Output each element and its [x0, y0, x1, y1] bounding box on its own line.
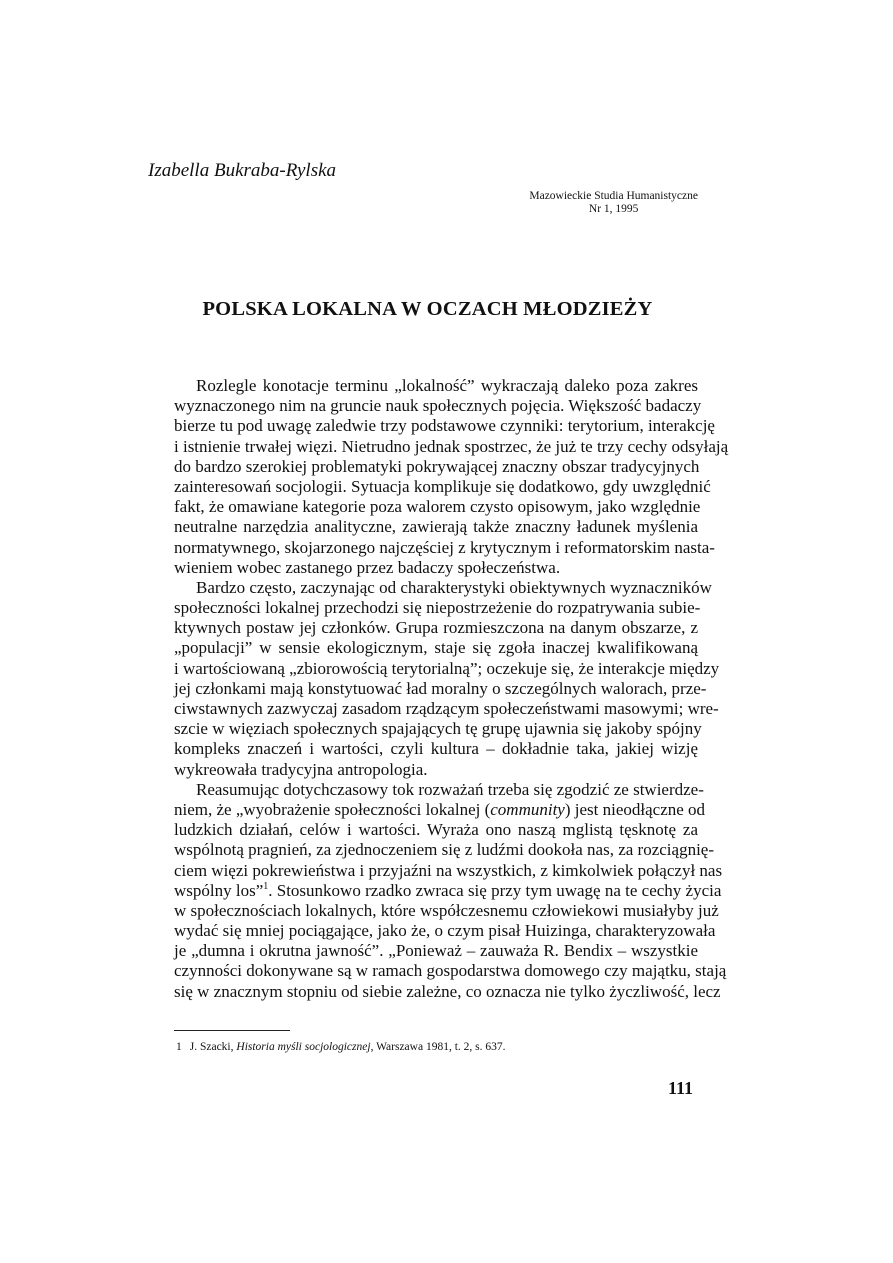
- text-segment: wieniem wobec zastanego przez badaczy społeczeństwa.: [174, 557, 561, 577]
- footnote-author: J. Szacki,: [189, 1041, 237, 1053]
- text-line: [174, 598, 701, 618]
- text-segment: je „dumna i okrutna jawność”. „Ponieważ – zauważa R. Bendix – wszystkie: [174, 941, 698, 961]
- text-segment: ludzkich działań, celów i wartości. Wyraża ono naszą mglistą tęsknotę za: [174, 820, 698, 840]
- text-line: [174, 739, 698, 759]
- text-segment: fakt, że omawiane kategorie poza walorem czysto opisowym, jako względnie: [174, 497, 701, 517]
- text-line: [174, 376, 698, 396]
- page-number: 111: [668, 1078, 694, 1098]
- text-line: [174, 921, 716, 941]
- text-line: [174, 840, 715, 860]
- text-line: [174, 799, 706, 820]
- paragraph: [174, 376, 729, 578]
- text-segment: neutralne narzędzia analityczne, zawierają także znaczny ładunek myślenia: [174, 517, 698, 537]
- journal-info: [529, 190, 698, 216]
- text-line: [174, 396, 702, 416]
- text-line: [174, 416, 715, 436]
- text-line: [174, 981, 721, 1002]
- text-segment: ktywnych postaw jej członków. Grupa rozmieszczona na danym obszarze, z: [174, 618, 698, 638]
- text-segment: kompleks znaczeń i wartości, czyli kultura – dokładnie taka, jakiej wizję: [174, 739, 698, 759]
- text-segment: jej członkami mają konstytuować ład moralny o szczególnych walorach, prze-: [174, 678, 707, 698]
- text-line: [174, 900, 719, 921]
- text-segment: w społecznościach lokalnych, które współczesnemu człowiekowi musiałyby już: [174, 900, 719, 920]
- text-line: [174, 860, 723, 881]
- paragraph: [174, 577, 720, 780]
- text-segment: normatywnego, skojarzonego najczęściej z krytycznym i reformatorskim nasta-: [174, 537, 715, 557]
- text-segment: wspólnotą pragnień, za zjednoczeniem się z ludźmi dookoła nas, za rozciągnię-: [174, 840, 715, 860]
- text-segment: wydać się mniej pociągające, jako że, o czym pisał Huizinga, charakteryzowała: [174, 921, 716, 941]
- text-segment: społeczności lokalnej przechodzi się niepostrzeżenie do rozpatrywania subie-: [174, 598, 701, 618]
- text-segment: bierze tu pod uwagę zaledwie trzy podstawowe czynniki: terytorium, interakcję: [174, 416, 715, 436]
- text-line: [174, 941, 698, 961]
- text-line: [174, 699, 719, 719]
- text-segment: Bardzo często, zaczynając od charakterystyki obiektywnych wyznaczników: [196, 577, 712, 597]
- text-segment: szcie w więziach społecznych spajających tę grupę ujawnia się jakoby spójny: [174, 719, 702, 739]
- text-segment: wykreowała tradycyjna antropologia.: [174, 759, 428, 779]
- text-line: [174, 961, 727, 981]
- footnote-book-title: Historia myśli socjologicznej: [236, 1041, 371, 1053]
- text-line: [174, 497, 701, 517]
- text-segment: zainteresowań socjologii. Sytuacja komplikuje się dodatkowo, gdy uwzględnić: [174, 476, 711, 496]
- text-line: [174, 517, 698, 537]
- italic-term: community: [490, 799, 565, 819]
- text-line: [174, 618, 698, 638]
- text-segment: Reasumując dotychczasowy tok rozważań trzeba się zgodzić ze stwierdze-: [196, 779, 704, 799]
- footnote-divider: [174, 1030, 290, 1031]
- text-segment: i wartościowaną „zbiorowością terytorialną”; oczekuje się, że interakcje między: [174, 658, 720, 678]
- paragraph: [174, 779, 727, 1002]
- text-segment: niem, że „wyobrażenie społeczności lokalnej (: [174, 799, 491, 819]
- text-segment: do bardzo szerokiej problematyki pokrywającej znaczny obszar tradycyjnych: [174, 456, 700, 476]
- text-line: [174, 760, 698, 780]
- journal-issue: Nr 1, 1995: [588, 203, 639, 215]
- article-title: POLSKA LOKALNA W OCZACH MŁODZIEŻY: [202, 298, 653, 320]
- text-segment: się w znacznym stopniu od siebie zależne, co oznacza nie tylko życzliwość, lecz: [174, 981, 721, 1001]
- text-line: [174, 638, 698, 658]
- text-line: [174, 558, 698, 578]
- text-segment: wspólny los”: [174, 880, 264, 900]
- text-line: [174, 476, 711, 497]
- text-segment: „populacji” w sensie ekologicznym, staje się zgoła inaczej kwalifikowaną: [174, 638, 698, 658]
- text-line: [174, 779, 704, 800]
- article-body: [174, 376, 729, 1002]
- footnote-reference: 1: [263, 880, 269, 892]
- text-segment: i istnienie trwałej więzi. Nietrudno jednak spostrzec, że już te trzy cechy odsyłają: [174, 436, 729, 456]
- footnote-number: 1: [176, 1041, 182, 1053]
- text-segment: . Stosunkowo rzadko zwraca się przy tym uwagę na te cechy życia: [268, 880, 722, 900]
- text-line: [174, 678, 707, 699]
- text-line: [174, 719, 702, 739]
- text-line: [174, 880, 722, 901]
- text-segment: ciwstawnych zazwyczaj zasadom rządzącym społeczeństwami masowymi; wre-: [174, 699, 719, 718]
- text-line: [174, 457, 698, 477]
- text-segment: Rozlegle konotacje terminu „lokalność” wykraczają daleko poza zakres: [196, 376, 698, 395]
- footnote: [176, 1041, 506, 1053]
- text-segment: ciem więzi pokrewieństwa i przyjaźni na wszystkich, z kimkolwiek połączył nas: [174, 860, 723, 880]
- footnote-details: , Warszawa 1981, t. 2, s. 637.: [370, 1041, 506, 1053]
- author-name: Izabella Bukraba-Rylska: [148, 160, 337, 181]
- text-line: [174, 537, 715, 558]
- journal-name: Mazowieckie Studia Humanistyczne: [529, 190, 698, 202]
- text-line: [174, 820, 698, 840]
- text-segment: ) jest nieodłączne od: [564, 799, 706, 819]
- text-segment: czynności dokonywane są w ramach gospodarstwa domowego czy majątku, stają: [174, 961, 727, 981]
- text-line: [174, 658, 720, 679]
- text-segment: wyznaczonego nim na gruncie nauk społecznych pojęcia. Większość badaczy: [174, 396, 702, 416]
- text-line: [174, 577, 712, 598]
- text-line: [174, 436, 729, 457]
